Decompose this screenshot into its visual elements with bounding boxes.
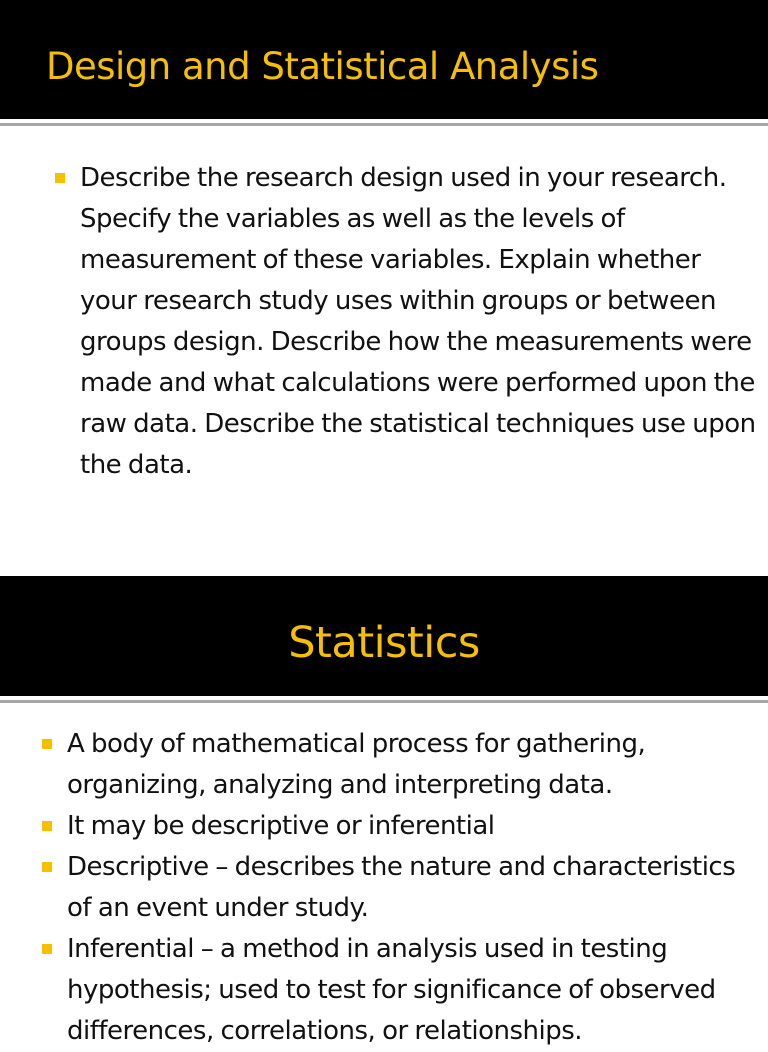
bullet-text: It may be descriptive or inferential xyxy=(67,811,495,841)
bullet-item xyxy=(67,724,757,806)
bullet-item xyxy=(67,806,757,847)
bullet-item xyxy=(67,847,757,929)
bullet-text: Descriptive – describes the nature and characteristics of an event under study. xyxy=(67,852,736,923)
square-bullet-icon xyxy=(55,173,65,183)
square-bullet-icon xyxy=(42,944,52,954)
bullet-list xyxy=(80,158,760,486)
title-divider xyxy=(0,123,768,126)
title-bar xyxy=(0,576,768,696)
square-bullet-icon xyxy=(42,862,52,872)
bullet-text: Inferential – a method in analysis used in testing hypothesis; used to test for significance of observed differences, correlations, or relationships. xyxy=(67,934,716,1046)
bullet-text: Describe the research design used in your research. Specify the variables as well as the levels of measurement of these variables. Explain whether your research study uses within groups or between groups design. Describe how the measurements were made and what calculations were performed upon the raw data. Describe the statistical techniques use upon the data. xyxy=(80,163,756,480)
slide-statistics xyxy=(0,576,768,1046)
slide-title: Design and Statistical Analysis xyxy=(46,45,599,88)
bullet-item xyxy=(80,158,760,486)
bullet-text: A body of mathematical process for gathering, organizing, analyzing and interpreting data. xyxy=(67,729,646,800)
title-bar xyxy=(0,0,768,119)
square-bullet-icon xyxy=(42,821,52,831)
square-bullet-icon xyxy=(42,739,52,749)
bullet-item xyxy=(67,929,757,1052)
bullet-list xyxy=(67,724,757,1052)
slide-title: Statistics xyxy=(288,618,480,668)
title-divider xyxy=(0,700,768,703)
